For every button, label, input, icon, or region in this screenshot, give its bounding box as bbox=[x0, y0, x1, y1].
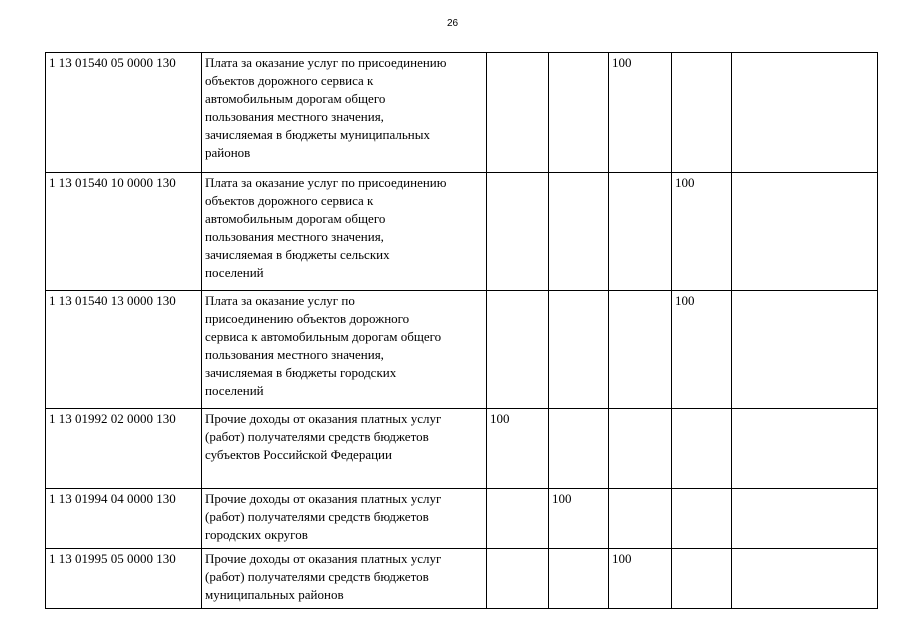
description-line: Прочие доходы от оказания платных услуг bbox=[205, 491, 442, 506]
description-line: районов bbox=[205, 145, 251, 160]
value-cell-col5 bbox=[732, 53, 878, 173]
revenue-code-cell: 1 13 01540 05 0000 130 bbox=[46, 53, 202, 173]
value-cell-col1 bbox=[487, 549, 549, 609]
table-row bbox=[46, 173, 878, 291]
revenue-description-cell bbox=[202, 549, 487, 609]
value-cell-col5 bbox=[732, 489, 878, 549]
description-line: пользования местного значения, bbox=[205, 229, 384, 244]
revenue-code-cell: 1 13 01540 13 0000 130 bbox=[46, 291, 202, 409]
revenue-description-cell bbox=[202, 53, 487, 173]
revenue-description-cell bbox=[202, 173, 487, 291]
value-cell-col1: 100 bbox=[487, 409, 549, 489]
description-line: Плата за оказание услуг по присоединению bbox=[205, 175, 447, 190]
value-cell-col5 bbox=[732, 291, 878, 409]
revenue-code-cell: 1 13 01994 04 0000 130 bbox=[46, 489, 202, 549]
description-line: (работ) получателями средств бюджетов bbox=[205, 429, 429, 444]
description-line: городских округов bbox=[205, 527, 308, 542]
description-line: Плата за оказание услуг по bbox=[205, 293, 355, 308]
value-cell-col4: 100 bbox=[672, 173, 732, 291]
budget-revenue-table bbox=[45, 52, 878, 609]
value-cell-col5 bbox=[732, 173, 878, 291]
description-line: объектов дорожного сервиса к bbox=[205, 193, 374, 208]
value-cell-col2 bbox=[549, 173, 609, 291]
table-row bbox=[46, 409, 878, 489]
revenue-code-cell: 1 13 01992 02 0000 130 bbox=[46, 409, 202, 489]
page-number: 26 bbox=[446, 18, 459, 29]
value-cell-col4 bbox=[672, 489, 732, 549]
value-cell-col2 bbox=[549, 409, 609, 489]
value-cell-col1 bbox=[487, 53, 549, 173]
value-cell-col2 bbox=[549, 291, 609, 409]
value-cell-col3 bbox=[609, 291, 672, 409]
description-line: зачисляемая в бюджеты сельских bbox=[205, 247, 390, 262]
value-cell-col3 bbox=[609, 409, 672, 489]
description-line: объектов дорожного сервиса к bbox=[205, 73, 374, 88]
table-row bbox=[46, 549, 878, 609]
description-line: поселений bbox=[205, 265, 264, 280]
value-cell-col4: 100 bbox=[672, 291, 732, 409]
value-cell-col2 bbox=[549, 549, 609, 609]
description-line: сервиса к автомобильным дорогам общего bbox=[205, 329, 442, 344]
revenue-code-cell: 1 13 01540 10 0000 130 bbox=[46, 173, 202, 291]
value-cell-col3: 100 bbox=[609, 53, 672, 173]
description-line: субъектов Российской Федерации bbox=[205, 447, 392, 462]
description-line: Прочие доходы от оказания платных услуг bbox=[205, 411, 442, 426]
value-cell-col4 bbox=[672, 549, 732, 609]
revenue-description-cell bbox=[202, 489, 487, 549]
table-row bbox=[46, 489, 878, 549]
revenue-description-cell bbox=[202, 409, 487, 489]
value-cell-col4 bbox=[672, 409, 732, 489]
value-cell-col1 bbox=[487, 173, 549, 291]
description-line: поселений bbox=[205, 383, 264, 398]
value-cell-col3: 100 bbox=[609, 549, 672, 609]
description-line: пользования местного значения, bbox=[205, 109, 384, 124]
value-cell-col5 bbox=[732, 409, 878, 489]
value-cell-col3 bbox=[609, 489, 672, 549]
value-cell-col4 bbox=[672, 53, 732, 173]
description-line: (работ) получателями средств бюджетов bbox=[205, 569, 429, 584]
description-line: пользования местного значения, bbox=[205, 347, 384, 362]
description-line: Плата за оказание услуг по присоединению bbox=[205, 55, 447, 70]
value-cell-col2: 100 bbox=[549, 489, 609, 549]
table-row bbox=[46, 291, 878, 409]
description-line: Прочие доходы от оказания платных услуг bbox=[205, 551, 442, 566]
description-line: зачисляемая в бюджеты городских bbox=[205, 365, 397, 380]
value-cell-col3 bbox=[609, 173, 672, 291]
value-cell-col2 bbox=[549, 53, 609, 173]
value-cell-col5 bbox=[732, 549, 878, 609]
revenue-description-cell bbox=[202, 291, 487, 409]
value-cell-col1 bbox=[487, 489, 549, 549]
description-line: автомобильным дорогам общего bbox=[205, 211, 386, 226]
description-line: муниципальных районов bbox=[205, 587, 344, 602]
revenue-code-cell: 1 13 01995 05 0000 130 bbox=[46, 549, 202, 609]
table-row bbox=[46, 53, 878, 173]
description-line: автомобильным дорогам общего bbox=[205, 91, 386, 106]
description-line: зачисляемая в бюджеты муниципальных bbox=[205, 127, 430, 142]
description-line: присоединению объектов дорожного bbox=[205, 311, 410, 326]
value-cell-col1 bbox=[487, 291, 549, 409]
description-line: (работ) получателями средств бюджетов bbox=[205, 509, 429, 524]
